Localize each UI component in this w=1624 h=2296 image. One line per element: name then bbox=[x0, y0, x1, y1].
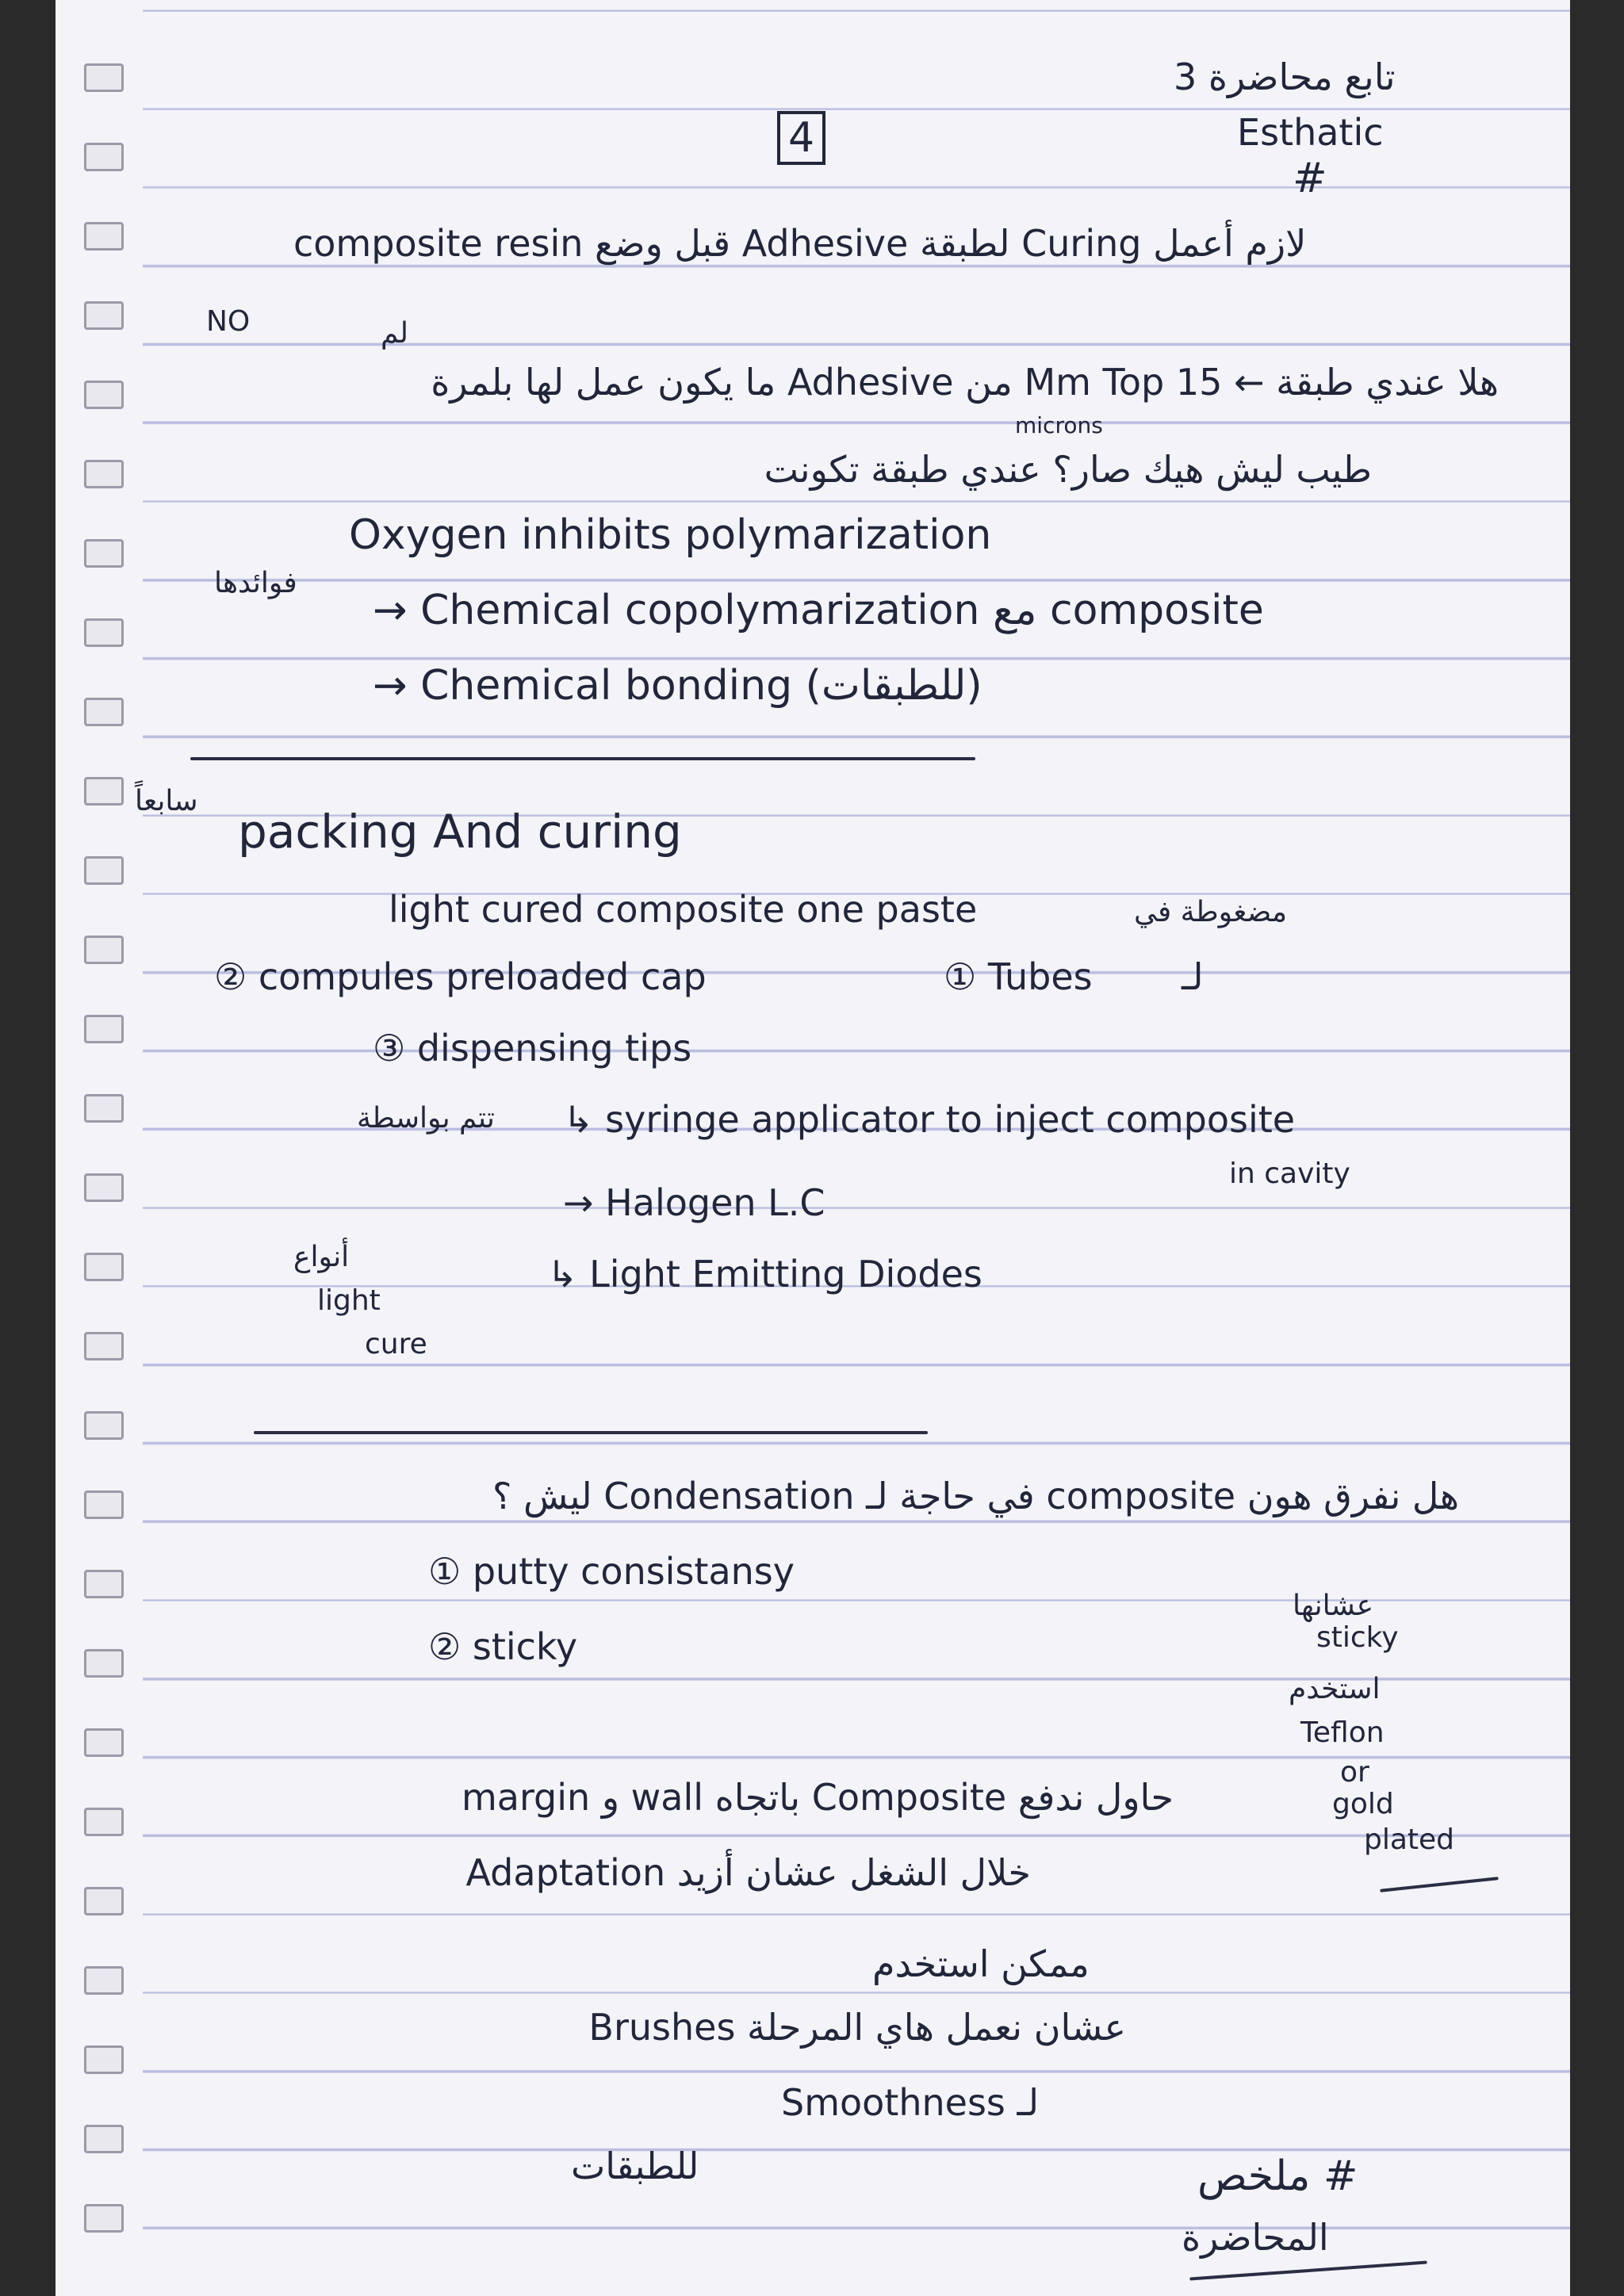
line-led: ↳ Light Emitting Diodes bbox=[547, 1253, 982, 1295]
line-oxygen: Oxygen inhibits polymarization bbox=[349, 511, 992, 559]
header-arabic-title: تابع محاضرة 3 bbox=[1174, 55, 1396, 98]
line-compules: ② compules preloaded cap bbox=[214, 955, 707, 998]
line-layers: للطبقات bbox=[571, 2145, 699, 2187]
line-why: طيب ليش هيك صار؟ عندي طبقة تكونت bbox=[764, 448, 1372, 491]
side-note-plated: plated bbox=[1364, 1823, 1455, 1856]
binding-hole bbox=[84, 63, 124, 92]
binding-hole bbox=[84, 301, 124, 330]
note-types: أنواع bbox=[293, 1241, 350, 1273]
binding-hole bbox=[84, 1015, 124, 1043]
header-subject: Esthatic bbox=[1237, 111, 1384, 154]
line-sticky: ② sticky bbox=[428, 1625, 578, 1668]
binding-hole bbox=[84, 1570, 124, 1598]
footer-underline bbox=[1189, 2261, 1427, 2281]
binding-hole bbox=[84, 381, 124, 409]
divider bbox=[190, 757, 975, 760]
heading-packing-curing: packing And curing bbox=[238, 805, 682, 859]
binding-hole bbox=[84, 222, 124, 251]
line-putty: ① putty consistansy bbox=[428, 1550, 795, 1593]
note-pressed-in: مضغوطة في bbox=[1134, 896, 1288, 928]
line-syringe: ↳ syringe applicator to inject composite bbox=[563, 1098, 1296, 1141]
binding-hole bbox=[84, 1728, 124, 1757]
binding-hole bbox=[84, 460, 124, 488]
line-adaptation: خلال الشغل عشان أزيد Adaptation bbox=[465, 1851, 1031, 1894]
binding-hole bbox=[84, 1253, 124, 1281]
side-note-because: عشانها bbox=[1293, 1590, 1374, 1622]
binding-hole bbox=[84, 936, 124, 964]
line-push-composite: حاول ندفع Composite باتجاه wall و margin bbox=[461, 1776, 1174, 1819]
line-curing-adhesive: composite resin قبل وضع Adhesive لطبقة Curing لازم أعمل bbox=[293, 222, 1307, 265]
note-done-by: تتم بواسطة bbox=[357, 1102, 495, 1135]
binding-hole bbox=[84, 2045, 124, 2074]
note-benefits: فوائدها bbox=[214, 567, 297, 599]
note-lam: لم bbox=[381, 317, 408, 350]
spiral-binding bbox=[56, 0, 143, 2296]
footer-lecture: المحاضرة bbox=[1182, 2216, 1329, 2259]
binding-hole bbox=[84, 1649, 124, 1678]
binding-hole bbox=[84, 2125, 124, 2153]
note-microns: microns bbox=[1015, 412, 1103, 438]
line-tubes: ① Tubes bbox=[944, 955, 1093, 998]
binding-hole bbox=[84, 1332, 124, 1360]
line-dispensing-tips: ③ dispensing tips bbox=[373, 1027, 692, 1070]
binding-hole bbox=[84, 1490, 124, 1519]
line-can-use: ممكن استخدم bbox=[872, 1942, 1090, 1985]
header-hash: # bbox=[1293, 155, 1327, 202]
note-for: لـ bbox=[1182, 955, 1204, 998]
binding-hole bbox=[84, 2204, 124, 2233]
binding-hole bbox=[84, 618, 124, 647]
line-brushes: عشان نعمل هاي المرحلة Brushes bbox=[588, 2006, 1126, 2049]
binding-hole bbox=[84, 143, 124, 171]
line-condensation: هل نفرق هون composite في حاجة لـ Condensation ليش ؟ bbox=[492, 1475, 1459, 1517]
binding-hole bbox=[84, 1808, 124, 1836]
divider bbox=[254, 1431, 928, 1434]
side-note-or: or bbox=[1340, 1756, 1369, 1789]
binding-hole bbox=[84, 539, 124, 568]
note-light: light bbox=[317, 1284, 381, 1317]
line-bonding: → Chemical bonding (للطبقات) bbox=[373, 662, 982, 710]
side-note-sticky: sticky bbox=[1316, 1621, 1399, 1654]
line-top-layer: هلا عندي طبقة ← 15 Mm Top من Adhesive ما يكون عمل لها بلمرة bbox=[431, 361, 1499, 404]
side-note-gold: gold bbox=[1332, 1788, 1394, 1820]
footer-summary: # ملخص bbox=[1197, 2152, 1358, 2200]
note-no: NO bbox=[206, 305, 251, 338]
binding-hole bbox=[84, 698, 124, 726]
binding-hole bbox=[84, 1094, 124, 1123]
label-seventh: سابعاً bbox=[135, 785, 198, 817]
line-halogen: → Halogen L.C bbox=[563, 1181, 825, 1224]
line-copolymarization: → Chemical copolymarization مع composite bbox=[373, 587, 1264, 634]
line-smoothness: لـ Smoothness bbox=[781, 2081, 1039, 2124]
side-note-use: استخدم bbox=[1289, 1673, 1381, 1705]
side-note-underline bbox=[1380, 1877, 1499, 1892]
line-in-cavity: in cavity bbox=[1229, 1158, 1350, 1190]
line-light-cured: light cured composite one paste bbox=[389, 888, 978, 931]
note-cure: cure bbox=[365, 1328, 427, 1360]
binding-hole bbox=[84, 1966, 124, 1995]
binding-hole bbox=[84, 1887, 124, 1915]
binding-hole bbox=[84, 777, 124, 806]
notebook-page bbox=[56, 0, 1570, 2296]
binding-hole bbox=[84, 1173, 124, 1202]
page-number: 4 bbox=[777, 111, 825, 165]
binding-hole bbox=[84, 856, 124, 885]
side-note-teflon: Teflon bbox=[1300, 1716, 1385, 1749]
binding-hole bbox=[84, 1411, 124, 1440]
